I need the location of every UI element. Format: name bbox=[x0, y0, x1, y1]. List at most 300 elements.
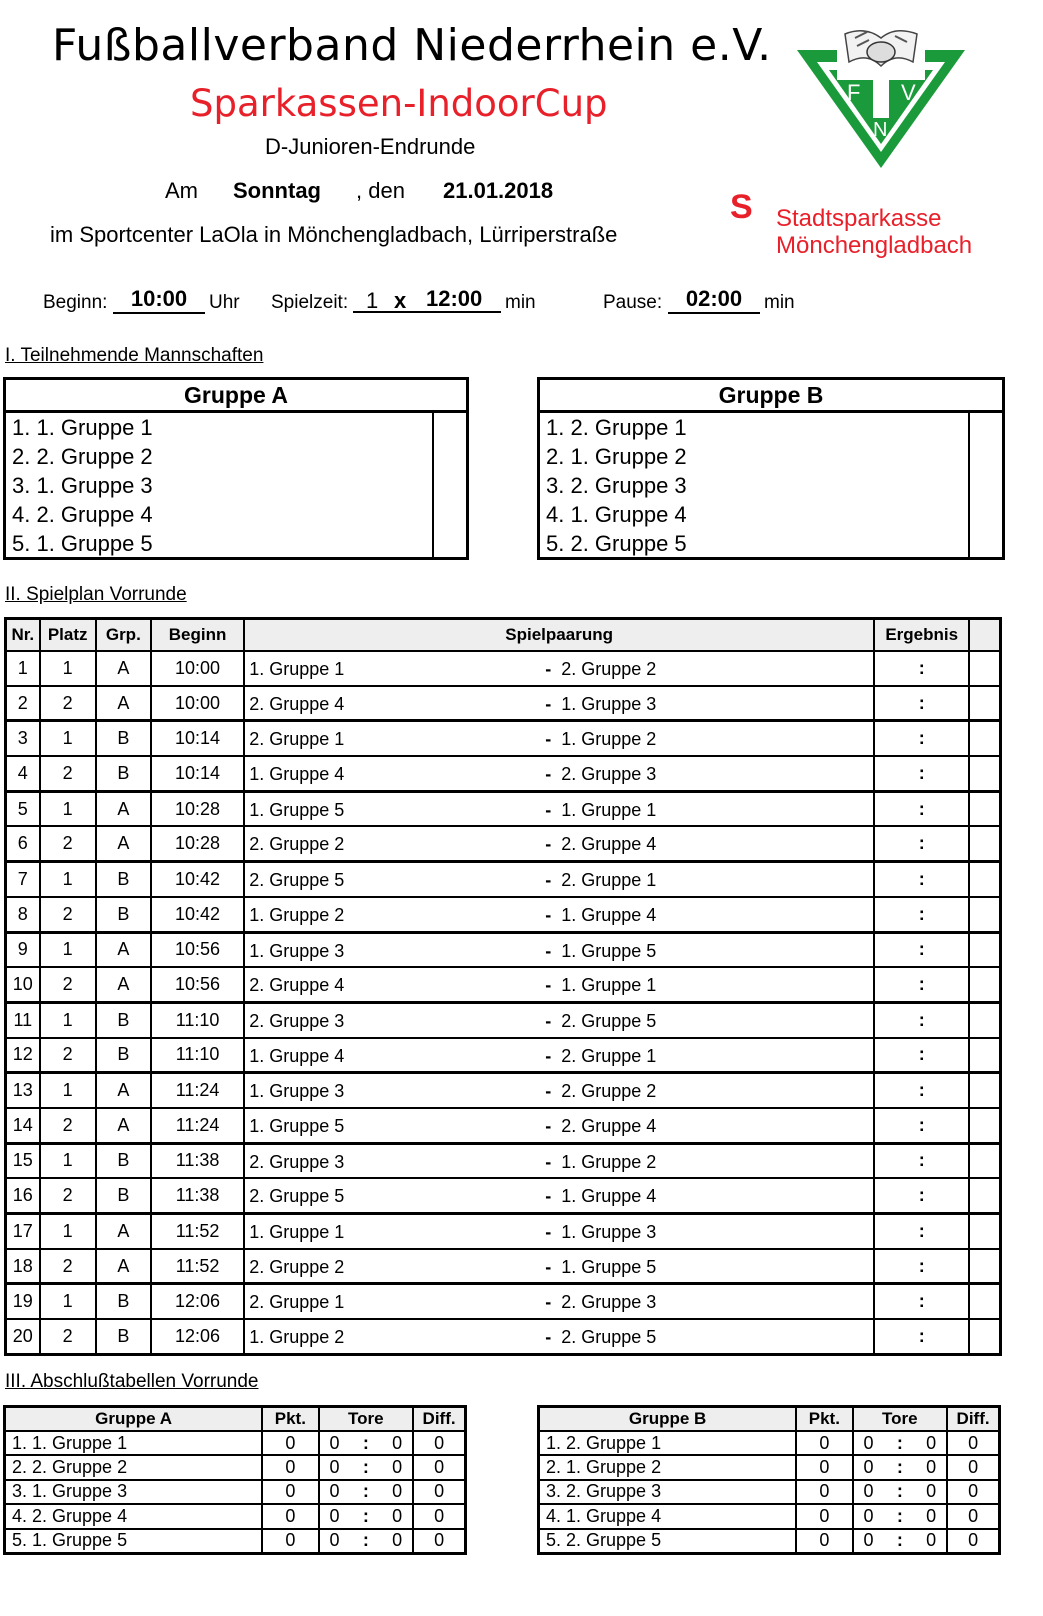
match-nr: 13 bbox=[6, 1073, 40, 1108]
match-time: 11:52 bbox=[151, 1249, 244, 1284]
match-dash: - bbox=[545, 1081, 552, 1102]
standing-colon: : bbox=[896, 1457, 903, 1478]
standing-diff: 0 bbox=[413, 1431, 465, 1455]
standing-goals-against: 0 bbox=[926, 1481, 937, 1502]
match-pairing bbox=[244, 756, 874, 791]
match-away: 2. Gruppe 4 bbox=[561, 1115, 657, 1136]
match-home: 1. Gruppe 1 bbox=[249, 1222, 345, 1242]
match-home: 2. Gruppe 3 bbox=[249, 1010, 345, 1031]
match-grp: A bbox=[96, 932, 151, 967]
final-b-title: Gruppe B bbox=[539, 1407, 797, 1432]
standing-goals-against: 0 bbox=[392, 1457, 403, 1478]
match-away: 2. Gruppe 2 bbox=[561, 659, 657, 679]
final-a-diff-header: Diff. bbox=[413, 1407, 465, 1432]
match-dash: - bbox=[545, 764, 552, 785]
match-grp: A bbox=[96, 651, 151, 686]
spielzeit-value: 12:00 bbox=[426, 286, 483, 311]
standing-pkt: 0 bbox=[796, 1504, 852, 1528]
match-nr: 2 bbox=[6, 686, 40, 721]
match-result[interactable]: : bbox=[874, 1178, 969, 1213]
group-b-team: 4. 1. Gruppe 4 bbox=[546, 502, 687, 527]
match-row bbox=[6, 1038, 1001, 1073]
group-a-team: 1. 1. Gruppe 1 bbox=[12, 415, 153, 440]
col-extra bbox=[969, 619, 1000, 652]
match-grp: A bbox=[96, 1108, 151, 1143]
standing-pkt: 0 bbox=[796, 1529, 852, 1554]
match-home: 2. Gruppe 3 bbox=[249, 1151, 345, 1172]
match-home: 2. Gruppe 1 bbox=[249, 1292, 345, 1313]
match-time: 11:24 bbox=[151, 1073, 244, 1108]
match-row bbox=[6, 897, 1001, 932]
group-b-team: 3. 2. Gruppe 3 bbox=[546, 473, 687, 498]
match-pairing bbox=[244, 967, 874, 1002]
match-result[interactable]: : bbox=[874, 862, 969, 897]
standing-tore bbox=[319, 1455, 414, 1479]
match-dash: - bbox=[545, 904, 552, 925]
match-result[interactable]: : bbox=[874, 1143, 969, 1178]
standing-pkt: 0 bbox=[262, 1504, 318, 1528]
match-platz: 2 bbox=[40, 1038, 96, 1073]
match-row bbox=[6, 1178, 1001, 1213]
match-away: 2. Gruppe 5 bbox=[561, 1327, 657, 1348]
match-home: 1. Gruppe 4 bbox=[249, 1045, 345, 1066]
match-away: 1. Gruppe 3 bbox=[561, 1222, 657, 1242]
standing-tore bbox=[319, 1529, 414, 1554]
final-a-title: Gruppe A bbox=[5, 1407, 263, 1432]
group-b-title: Gruppe B bbox=[540, 380, 1002, 413]
match-result[interactable]: : bbox=[874, 651, 969, 686]
match-grp: B bbox=[96, 721, 151, 756]
match-row bbox=[6, 1002, 1001, 1037]
match-platz: 2 bbox=[40, 756, 96, 791]
col-result: Ergebnis bbox=[874, 619, 969, 652]
event-subtitle: Sparkassen-IndoorCup bbox=[190, 82, 608, 125]
match-nr: 19 bbox=[6, 1284, 40, 1319]
sponsor-line1: Stadtsparkasse bbox=[776, 205, 942, 232]
match-result[interactable]: : bbox=[874, 1108, 969, 1143]
match-time: 11:10 bbox=[151, 1002, 244, 1037]
match-dash: - bbox=[545, 1222, 552, 1242]
match-platz: 2 bbox=[40, 826, 96, 861]
match-row bbox=[6, 967, 1001, 1002]
match-platz: 1 bbox=[40, 862, 96, 897]
match-away: 1. Gruppe 5 bbox=[561, 1256, 657, 1277]
standing-pkt: 0 bbox=[262, 1455, 318, 1479]
standing-diff: 0 bbox=[947, 1529, 999, 1554]
standing-goals-against: 0 bbox=[392, 1505, 403, 1526]
match-result[interactable]: : bbox=[874, 721, 969, 756]
standing-team: 4. 2. Gruppe 4 bbox=[5, 1504, 263, 1528]
match-row bbox=[6, 721, 1001, 756]
standing-team: 5. 1. Gruppe 5 bbox=[5, 1529, 263, 1554]
match-pairing bbox=[244, 651, 874, 686]
match-dash: - bbox=[545, 1115, 552, 1136]
match-result[interactable]: : bbox=[874, 932, 969, 967]
pause-label: Pause: bbox=[603, 292, 663, 313]
match-pairing bbox=[244, 1249, 874, 1284]
match-home: 2. Gruppe 5 bbox=[249, 1186, 345, 1207]
group-a-team: 4. 2. Gruppe 4 bbox=[12, 502, 153, 527]
final-b-tore-header: Tore bbox=[853, 1407, 948, 1432]
match-row bbox=[6, 826, 1001, 861]
match-time: 10:56 bbox=[151, 967, 244, 1002]
sparkasse-s-icon: S bbox=[730, 188, 753, 226]
match-extra bbox=[969, 862, 1000, 897]
match-grp: A bbox=[96, 1073, 151, 1108]
match-nr: 8 bbox=[6, 897, 40, 932]
standing-goals-against: 0 bbox=[926, 1530, 937, 1551]
match-grp: A bbox=[96, 967, 151, 1002]
match-grp: A bbox=[96, 791, 151, 826]
standing-row bbox=[5, 1480, 466, 1504]
match-time: 11:38 bbox=[151, 1178, 244, 1213]
match-away: 2. Gruppe 1 bbox=[561, 870, 657, 891]
section-teams-heading: I. Teilnehmende Mannschaften bbox=[5, 345, 264, 366]
standing-goals-against: 0 bbox=[392, 1530, 403, 1551]
match-extra bbox=[969, 826, 1000, 861]
match-pairing bbox=[244, 1178, 874, 1213]
standing-tore bbox=[853, 1480, 948, 1504]
match-dash: - bbox=[545, 729, 552, 750]
section-schedule-heading: II. Spielplan Vorrunde bbox=[5, 584, 187, 605]
fvn-logo-graphic bbox=[795, 22, 967, 172]
match-extra bbox=[969, 1038, 1000, 1073]
match-time: 11:10 bbox=[151, 1038, 244, 1073]
match-row bbox=[6, 756, 1001, 791]
group-a-team: 2. 2. Gruppe 2 bbox=[12, 444, 153, 469]
schedule-table bbox=[4, 617, 1002, 1356]
match-time: 11:38 bbox=[151, 1143, 244, 1178]
standing-colon: : bbox=[896, 1481, 903, 1502]
match-pairing bbox=[244, 932, 874, 967]
standing-goals-against: 0 bbox=[392, 1432, 403, 1453]
match-home: 2. Gruppe 5 bbox=[249, 870, 345, 891]
standing-team: 3. 2. Gruppe 3 bbox=[539, 1480, 797, 1504]
pause-min-label: min bbox=[764, 292, 795, 313]
match-dash: - bbox=[545, 834, 552, 855]
standing-goals-for: 0 bbox=[329, 1481, 340, 1502]
match-row bbox=[6, 686, 1001, 721]
match-home: 1. Gruppe 2 bbox=[249, 904, 345, 925]
match-nr: 7 bbox=[6, 862, 40, 897]
match-result[interactable]: : bbox=[874, 1319, 969, 1354]
standing-colon: : bbox=[896, 1505, 903, 1526]
standing-colon: : bbox=[896, 1530, 903, 1551]
match-row bbox=[6, 862, 1001, 897]
match-grp: B bbox=[96, 1319, 151, 1354]
beginn-label: Beginn: bbox=[43, 292, 108, 313]
standing-row bbox=[539, 1480, 1000, 1504]
standing-pkt: 0 bbox=[262, 1480, 318, 1504]
match-extra bbox=[969, 932, 1000, 967]
standing-goals-for: 0 bbox=[863, 1530, 874, 1551]
match-away: 1. Gruppe 1 bbox=[561, 975, 657, 996]
sponsor-line2: Mönchengladbach bbox=[776, 232, 973, 259]
match-pairing bbox=[244, 1108, 874, 1143]
match-row bbox=[6, 791, 1001, 826]
standing-diff: 0 bbox=[947, 1480, 999, 1504]
col-nr: Nr. bbox=[6, 619, 40, 652]
match-grp: B bbox=[96, 1178, 151, 1213]
match-time: 10:00 bbox=[151, 651, 244, 686]
standing-tore bbox=[319, 1504, 414, 1528]
page-title: Fußballverband Niederrhein e.V. bbox=[52, 20, 772, 71]
match-result[interactable]: : bbox=[874, 1038, 969, 1073]
match-time: 11:24 bbox=[151, 1108, 244, 1143]
group-a-team: 3. 1. Gruppe 3 bbox=[12, 473, 153, 498]
match-time: 10:56 bbox=[151, 932, 244, 967]
match-away: 1. Gruppe 2 bbox=[561, 729, 657, 750]
match-row bbox=[6, 1249, 1001, 1284]
match-result[interactable]: : bbox=[874, 686, 969, 721]
match-nr: 20 bbox=[6, 1319, 40, 1354]
group-b-team: 1. 2. Gruppe 1 bbox=[546, 415, 687, 440]
match-row bbox=[6, 1073, 1001, 1108]
standing-team: 1. 2. Gruppe 1 bbox=[539, 1431, 797, 1455]
section-tables-heading: III. Abschlußtabellen Vorrunde bbox=[5, 1371, 259, 1392]
standing-goals-for: 0 bbox=[863, 1481, 874, 1502]
match-grp: A bbox=[96, 686, 151, 721]
match-time: 10:14 bbox=[151, 721, 244, 756]
match-dash: - bbox=[545, 799, 552, 820]
match-away: 1. Gruppe 3 bbox=[561, 693, 657, 714]
logo-letter-f: F bbox=[847, 80, 861, 105]
standing-tore bbox=[853, 1529, 948, 1554]
match-grp: A bbox=[96, 1214, 151, 1249]
match-nr: 16 bbox=[6, 1178, 40, 1213]
standing-colon: : bbox=[362, 1432, 369, 1453]
match-platz: 1 bbox=[40, 932, 96, 967]
match-platz: 2 bbox=[40, 1319, 96, 1354]
group-b-team: 5. 2. Gruppe 5 bbox=[546, 531, 687, 556]
standing-tore bbox=[319, 1431, 414, 1455]
match-time: 10:28 bbox=[151, 791, 244, 826]
match-nr: 18 bbox=[6, 1249, 40, 1284]
match-grp: B bbox=[96, 862, 151, 897]
standing-goals-for: 0 bbox=[863, 1432, 874, 1453]
match-dash: - bbox=[545, 975, 552, 996]
match-row bbox=[6, 1143, 1001, 1178]
match-pairing bbox=[244, 862, 874, 897]
match-extra bbox=[969, 1002, 1000, 1037]
match-nr: 6 bbox=[6, 826, 40, 861]
match-home: 2. Gruppe 1 bbox=[249, 729, 345, 750]
match-grp: B bbox=[96, 1002, 151, 1037]
final-b-pkt-header: Pkt. bbox=[796, 1407, 852, 1432]
match-pairing bbox=[244, 686, 874, 721]
event-date: 21.01.2018 bbox=[443, 178, 554, 203]
match-result[interactable]: : bbox=[874, 1284, 969, 1319]
match-time: 11:52 bbox=[151, 1214, 244, 1249]
match-platz: 1 bbox=[40, 1214, 96, 1249]
event-category: D-Junioren-Endrunde bbox=[265, 134, 476, 159]
match-pairing bbox=[244, 1002, 874, 1037]
match-grp: B bbox=[96, 756, 151, 791]
match-pairing bbox=[244, 1214, 874, 1249]
standing-diff: 0 bbox=[413, 1455, 465, 1479]
match-grp: B bbox=[96, 1143, 151, 1178]
match-grp: B bbox=[96, 897, 151, 932]
standing-colon: : bbox=[896, 1432, 903, 1453]
match-home: 1. Gruppe 3 bbox=[249, 940, 345, 961]
match-result[interactable]: : bbox=[874, 1073, 969, 1108]
match-away: 2. Gruppe 5 bbox=[561, 1010, 657, 1031]
standing-row bbox=[5, 1529, 466, 1554]
standing-goals-for: 0 bbox=[329, 1457, 340, 1478]
match-result[interactable]: : bbox=[874, 1002, 969, 1037]
standing-team: 2. 1. Gruppe 2 bbox=[539, 1455, 797, 1479]
match-time: 10:14 bbox=[151, 756, 244, 791]
match-row bbox=[6, 1214, 1001, 1249]
match-extra bbox=[969, 651, 1000, 686]
match-row bbox=[6, 932, 1001, 967]
spielzeit-min-label: min bbox=[505, 292, 536, 313]
final-a-pkt-header: Pkt. bbox=[262, 1407, 318, 1432]
match-extra bbox=[969, 1319, 1000, 1354]
match-home: 2. Gruppe 2 bbox=[249, 834, 345, 855]
match-nr: 3 bbox=[6, 721, 40, 756]
match-nr: 11 bbox=[6, 1002, 40, 1037]
match-extra bbox=[969, 791, 1000, 826]
match-home: 1. Gruppe 3 bbox=[249, 1081, 345, 1102]
standing-diff: 0 bbox=[947, 1504, 999, 1528]
match-platz: 2 bbox=[40, 1108, 96, 1143]
match-pairing bbox=[244, 1143, 874, 1178]
match-platz: 2 bbox=[40, 686, 96, 721]
match-nr: 17 bbox=[6, 1214, 40, 1249]
match-extra bbox=[969, 756, 1000, 791]
match-home: 1. Gruppe 4 bbox=[249, 764, 345, 785]
match-result[interactable]: : bbox=[874, 826, 969, 861]
standing-pkt: 0 bbox=[262, 1431, 318, 1455]
spielzeit-x: x bbox=[394, 288, 407, 313]
match-extra bbox=[969, 897, 1000, 932]
den-label: , den bbox=[356, 178, 405, 203]
match-platz: 1 bbox=[40, 651, 96, 686]
match-away: 2. Gruppe 3 bbox=[561, 1292, 657, 1313]
standing-goals-for: 0 bbox=[329, 1432, 340, 1453]
standing-team: 4. 1. Gruppe 4 bbox=[539, 1504, 797, 1528]
match-time: 12:06 bbox=[151, 1319, 244, 1354]
match-result[interactable]: : bbox=[874, 897, 969, 932]
uhr-label: Uhr bbox=[209, 292, 240, 313]
match-time: 10:42 bbox=[151, 862, 244, 897]
standing-colon: : bbox=[362, 1505, 369, 1526]
match-away: 1. Gruppe 5 bbox=[561, 940, 657, 961]
match-platz: 1 bbox=[40, 1002, 96, 1037]
event-venue: im Sportcenter LaOla in Mönchengladbach, Lürriperstraße bbox=[50, 222, 618, 247]
standing-row bbox=[5, 1504, 466, 1528]
standing-colon: : bbox=[362, 1481, 369, 1502]
final-table-a bbox=[3, 1405, 467, 1555]
match-dash: - bbox=[545, 1327, 552, 1348]
standing-team: 1. 1. Gruppe 1 bbox=[5, 1431, 263, 1455]
standing-diff: 0 bbox=[413, 1504, 465, 1528]
match-dash: - bbox=[545, 1186, 552, 1207]
standing-pkt: 0 bbox=[796, 1431, 852, 1455]
group-a-team: 5. 1. Gruppe 5 bbox=[12, 531, 153, 556]
match-dash: - bbox=[545, 1256, 552, 1277]
standing-diff: 0 bbox=[947, 1455, 999, 1479]
match-row bbox=[6, 1108, 1001, 1143]
group-a-title: Gruppe A bbox=[6, 380, 466, 413]
match-extra bbox=[969, 686, 1000, 721]
match-home: 1. Gruppe 1 bbox=[249, 659, 345, 679]
am-label: Am bbox=[165, 178, 198, 203]
match-extra bbox=[969, 967, 1000, 1002]
match-platz: 2 bbox=[40, 897, 96, 932]
standing-goals-for: 0 bbox=[329, 1505, 340, 1526]
match-grp: B bbox=[96, 1038, 151, 1073]
match-extra bbox=[969, 1143, 1000, 1178]
match-pairing bbox=[244, 791, 874, 826]
spielzeit-count: 1 bbox=[366, 288, 379, 313]
final-table-b bbox=[537, 1405, 1001, 1555]
standing-goals-against: 0 bbox=[926, 1505, 937, 1526]
match-extra bbox=[969, 1284, 1000, 1319]
match-platz: 1 bbox=[40, 721, 96, 756]
match-result[interactable]: : bbox=[874, 1214, 969, 1249]
match-platz: 2 bbox=[40, 1249, 96, 1284]
logo-letter-n: N bbox=[873, 119, 888, 141]
match-platz: 2 bbox=[40, 1178, 96, 1213]
match-pairing bbox=[244, 1038, 874, 1073]
pause-value: 02:00 bbox=[668, 286, 760, 314]
match-nr: 12 bbox=[6, 1038, 40, 1073]
standing-row bbox=[539, 1529, 1000, 1554]
standing-tore bbox=[853, 1431, 948, 1455]
match-result[interactable]: : bbox=[874, 756, 969, 791]
standing-colon: : bbox=[362, 1530, 369, 1551]
match-pairing bbox=[244, 721, 874, 756]
match-pairing bbox=[244, 826, 874, 861]
match-away: 2. Gruppe 3 bbox=[561, 764, 657, 785]
match-away: 2. Gruppe 4 bbox=[561, 834, 657, 855]
match-pairing bbox=[244, 1319, 874, 1354]
match-nr: 15 bbox=[6, 1143, 40, 1178]
standing-tore bbox=[319, 1480, 414, 1504]
match-platz: 1 bbox=[40, 1284, 96, 1319]
match-result[interactable]: : bbox=[874, 791, 969, 826]
standing-goals-against: 0 bbox=[926, 1432, 937, 1453]
final-b-diff-header: Diff. bbox=[947, 1407, 999, 1432]
match-home: 1. Gruppe 2 bbox=[249, 1327, 345, 1348]
match-time: 12:06 bbox=[151, 1284, 244, 1319]
match-nr: 14 bbox=[6, 1108, 40, 1143]
match-platz: 1 bbox=[40, 791, 96, 826]
match-result[interactable]: : bbox=[874, 1249, 969, 1284]
match-result[interactable]: : bbox=[874, 967, 969, 1002]
standing-diff: 0 bbox=[947, 1431, 999, 1455]
match-grp: A bbox=[96, 826, 151, 861]
match-dash: - bbox=[545, 1292, 552, 1313]
fvn-logo bbox=[795, 22, 967, 172]
match-nr: 10 bbox=[6, 967, 40, 1002]
standing-team: 2. 2. Gruppe 2 bbox=[5, 1455, 263, 1479]
match-extra bbox=[969, 1178, 1000, 1213]
match-nr: 4 bbox=[6, 756, 40, 791]
standing-diff: 0 bbox=[413, 1480, 465, 1504]
standing-row bbox=[539, 1455, 1000, 1479]
standing-goals-against: 0 bbox=[392, 1481, 403, 1502]
match-platz: 1 bbox=[40, 1073, 96, 1108]
match-pairing bbox=[244, 1073, 874, 1108]
match-row bbox=[6, 651, 1001, 686]
match-time: 10:42 bbox=[151, 897, 244, 932]
match-extra bbox=[969, 1073, 1000, 1108]
col-beginn: Beginn bbox=[151, 619, 244, 652]
match-away: 2. Gruppe 2 bbox=[561, 1081, 657, 1102]
